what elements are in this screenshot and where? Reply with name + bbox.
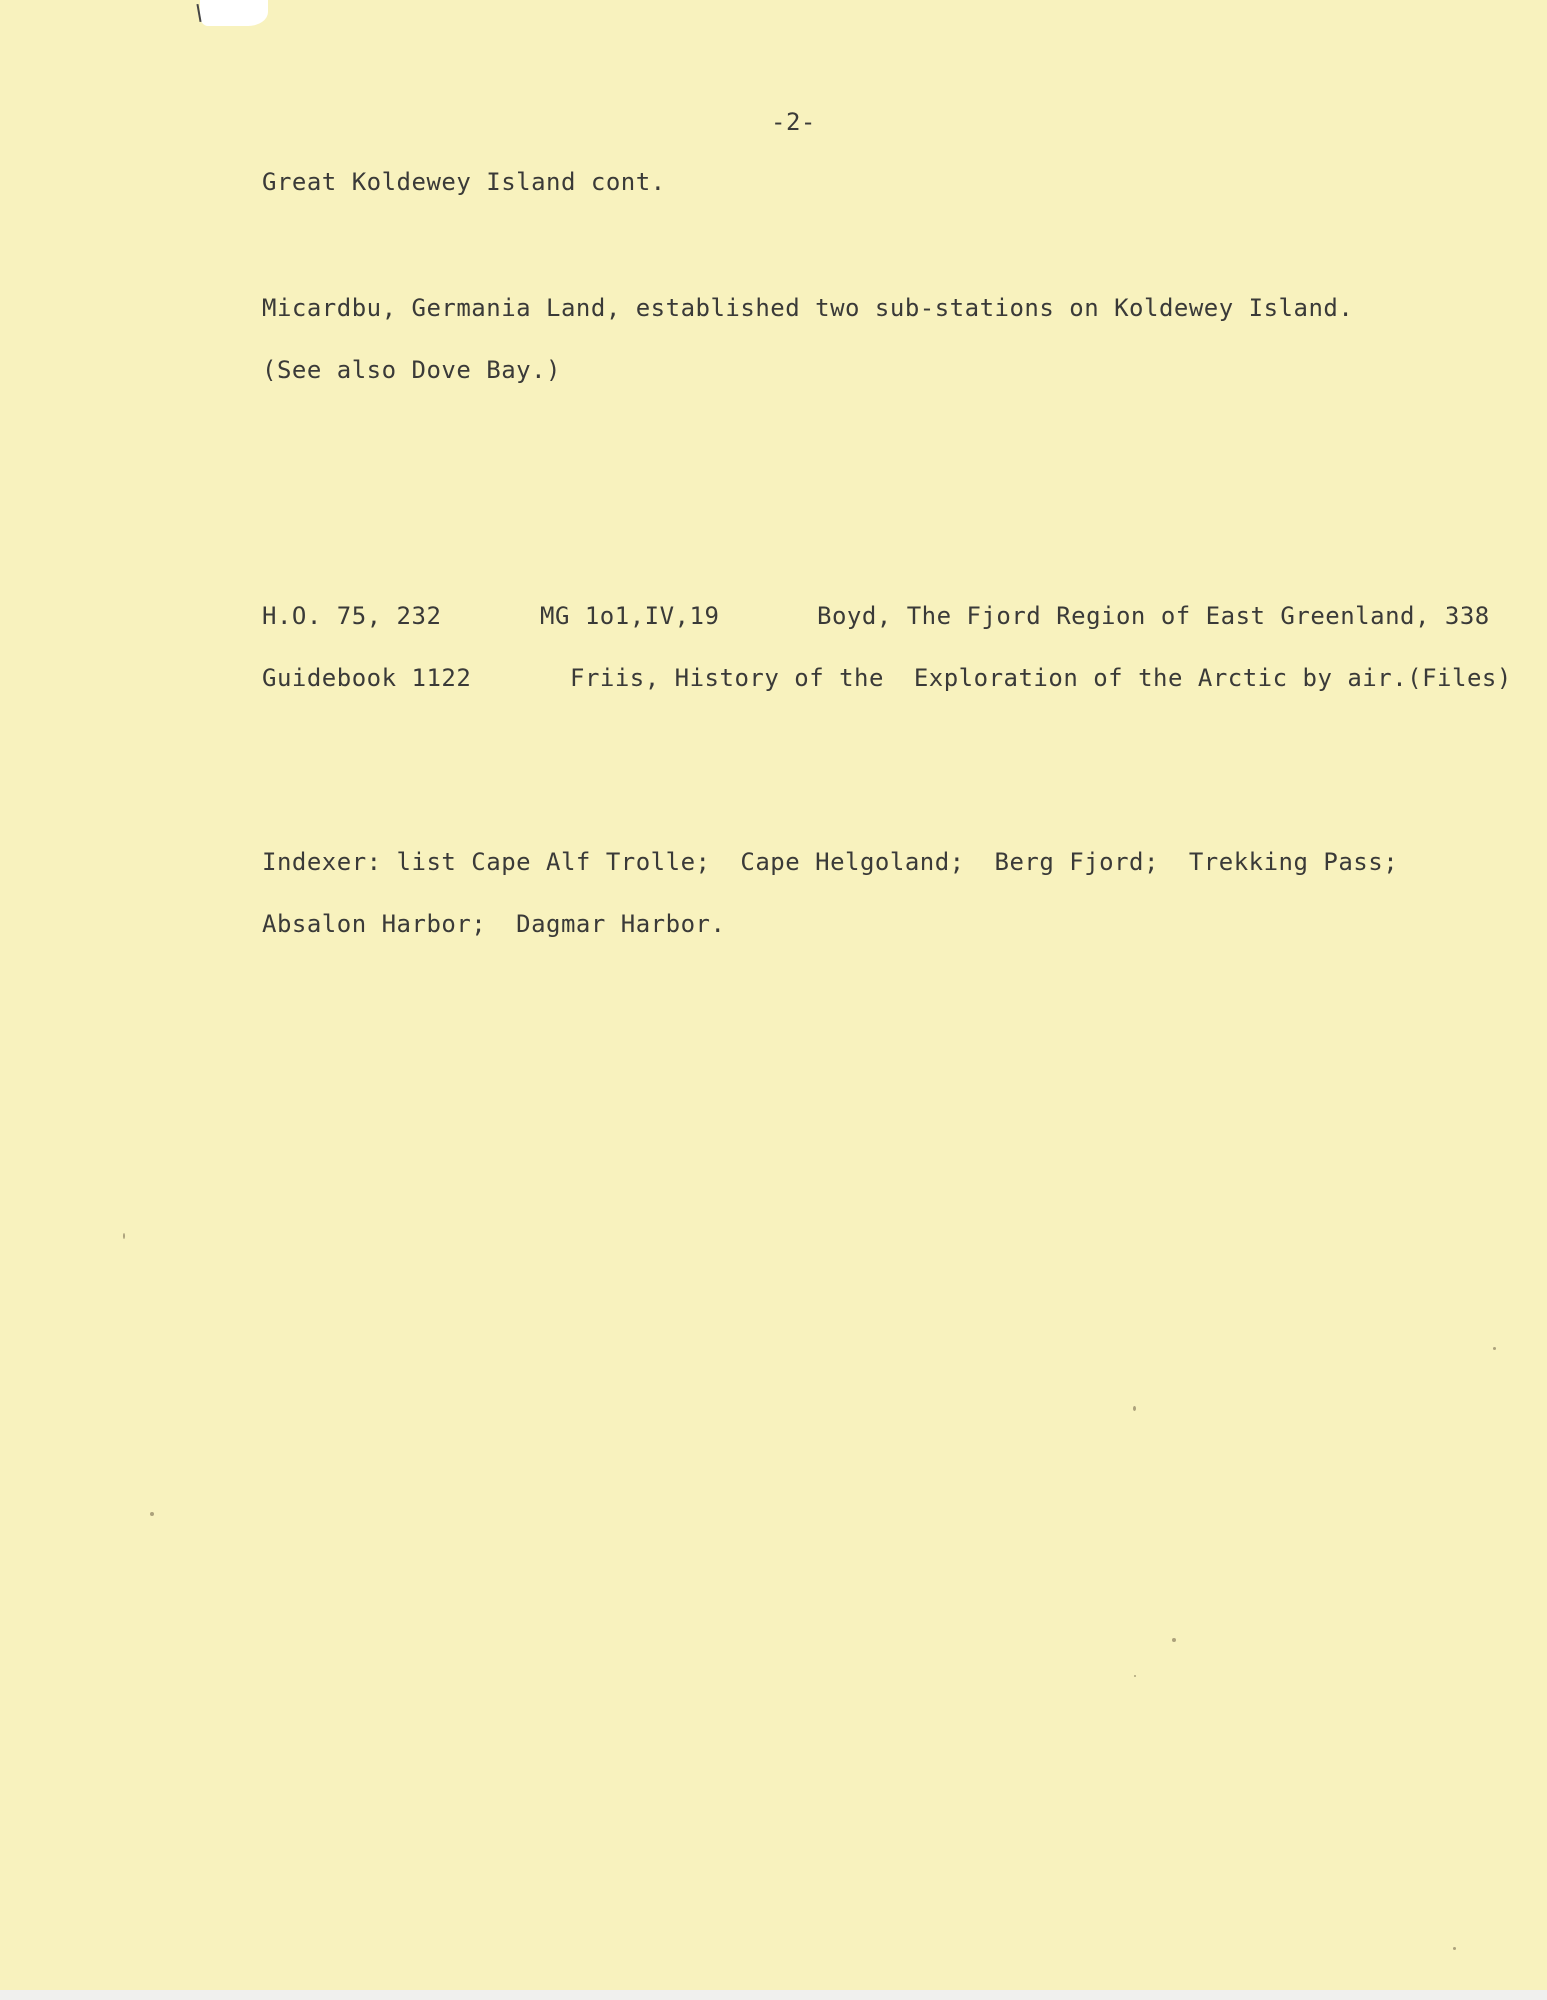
indexer-line-1: Indexer: list Cape Alf Trolle; Cape Helgoland; Berg Fjord; Trekking Pass;	[262, 848, 1399, 876]
paper-speck	[1453, 1947, 1456, 1950]
bottom-edge	[0, 1990, 1547, 2000]
reference-row2-col2: Friis, History of the Exploration of the Arctic by air.(Files)	[570, 664, 1512, 692]
reference-row1-col2: MG 1o1,IV,19	[540, 602, 720, 630]
page-number: -2-	[771, 108, 816, 136]
heading: Great Koldewey Island cont.	[262, 168, 666, 196]
indexer-line-2: Absalon Harbor; Dagmar Harbor.	[262, 910, 726, 938]
reference-row1-col3: Boyd, The Fjord Region of East Greenland, 338	[817, 602, 1490, 630]
paper-speck	[1493, 1347, 1496, 1350]
reference-row1-col1: H.O. 75, 232	[262, 602, 442, 630]
torn-corner	[200, 0, 268, 26]
paper-speck	[150, 1512, 154, 1516]
paper-speck	[1133, 1406, 1136, 1411]
paragraph-line-1: Micardbu, Germania Land, established two sub-stations on Koldewey Island.	[262, 294, 1354, 322]
paper-speck	[1134, 1675, 1136, 1677]
paragraph-line-2: (See also Dove Bay.)	[262, 356, 561, 384]
reference-row2-col1: Guidebook 1122	[262, 664, 472, 692]
paper-speck	[1172, 1638, 1176, 1642]
paper-speck	[123, 1233, 125, 1239]
